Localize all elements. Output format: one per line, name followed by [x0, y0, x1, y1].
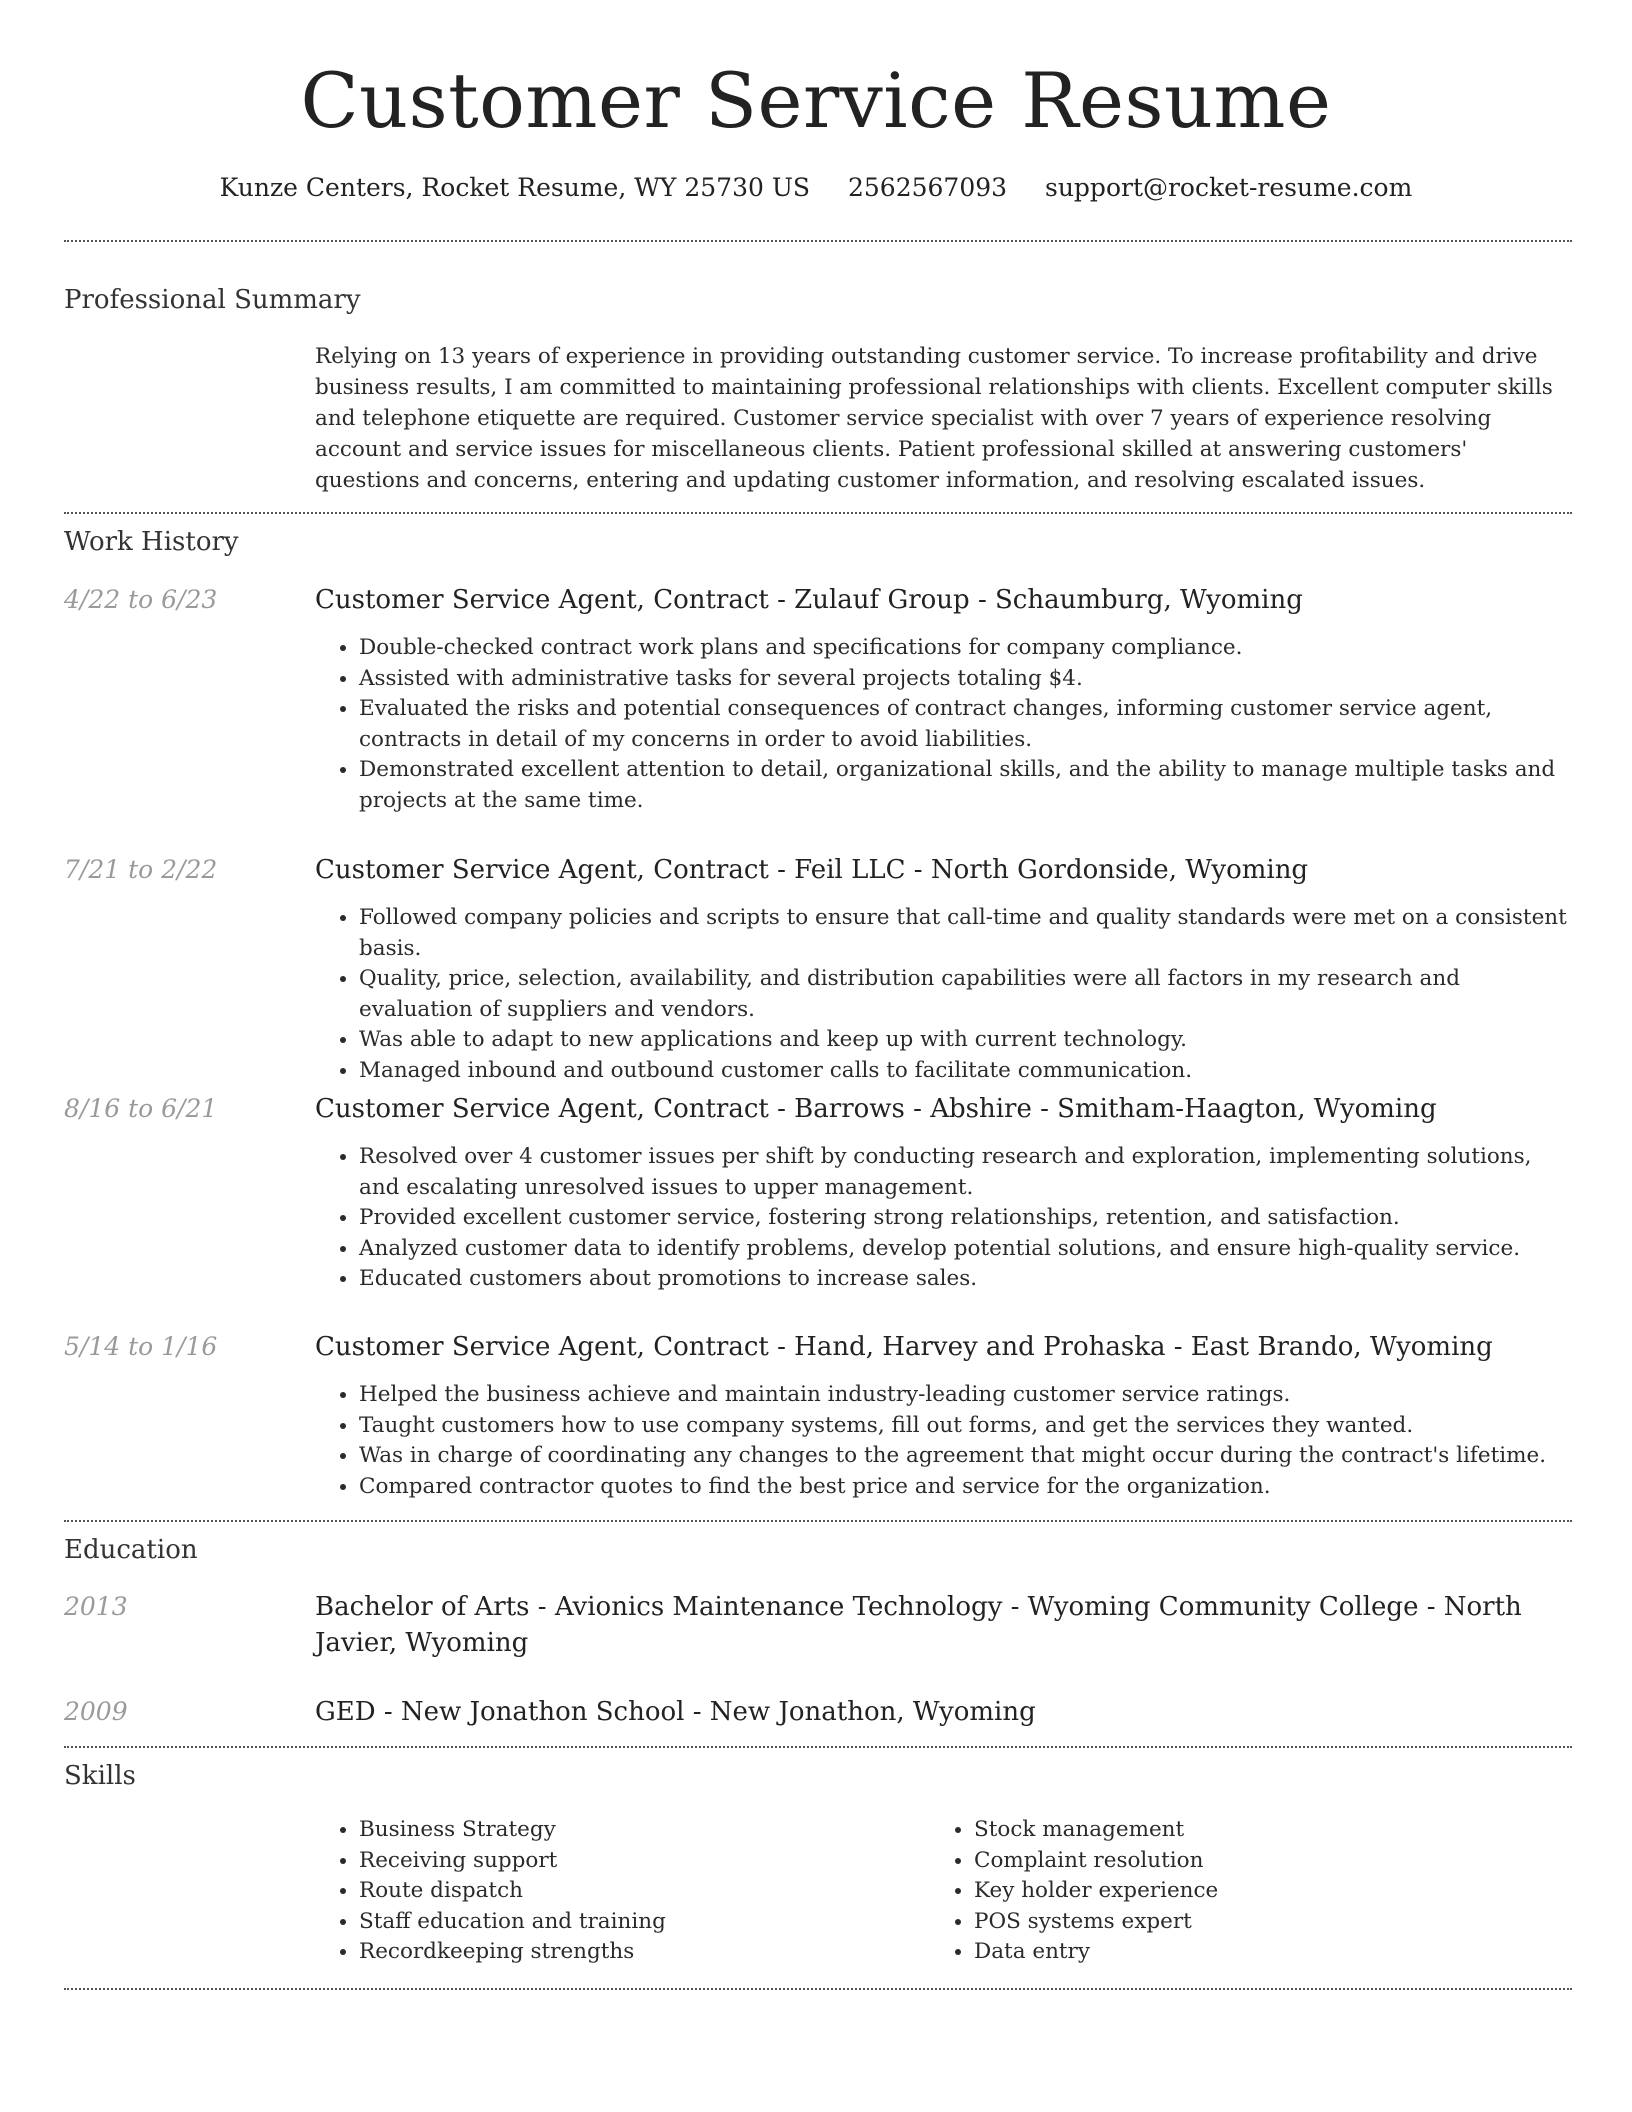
job-bullets [315, 903, 1577, 1086]
job-title: Customer Service Agent, Contract - Feil LLC - North Gordonside, Wyoming [315, 855, 1309, 885]
email: support@rocket-resume.com [1045, 173, 1413, 202]
job-bullets [315, 1142, 1577, 1295]
list-item: • Compared contractor quotes to find the best price and service for the organization. [359, 1472, 1577, 1503]
job-title: Customer Service Agent, Contract - Barrows - Abshire - Smitham-Haagton, Wyoming [315, 1094, 1437, 1124]
list-item: • Quality, price, selection, availability, and distribution capabilities were all factors in my research and evaluation of suppliers and vendors. [359, 964, 1577, 1025]
skill-item: • Stock management [974, 1815, 1574, 1846]
list-item: • Managed inbound and outbound customer calls to facilitate communication. [359, 1056, 1577, 1087]
contact-line [0, 168, 1632, 208]
summary-text: Relying on 13 years of experience in providing outstanding customer service. To increase profitability and drive business results, I am committed to maintaining professional relationships with clients. Excellent computer skills and telephone etiquette are required. Customer service specialist with over 7 years of experience resolving account and service issues for miscellaneous clients. Patient professional skilled at answering customers' questions and concerns, entering and updating customer information, and resolving escalated issues. [315, 344, 1553, 493]
list-item: • Analyzed customer data to identify problems, develop potential solutions, and ensure high-quality service. [359, 1234, 1577, 1265]
skill-item: • Route dispatch [359, 1876, 959, 1907]
skill-item: • Staff education and training [359, 1907, 959, 1938]
divider [64, 1746, 1572, 1748]
job-title: Customer Service Agent, Contract - Hand, Harvey and Prohaska - East Brando, Wyoming [315, 1332, 1493, 1362]
list-item: • Helped the business achieve and maintain industry-leading customer service ratings. [359, 1380, 1577, 1411]
list-item: • Educated customers about promotions to increase sales. [359, 1264, 1577, 1295]
address: Kunze Centers, Rocket Resume, WY 25730 US [219, 173, 811, 202]
job-bullets [315, 1380, 1577, 1502]
section-title-summary: Professional Summary [64, 285, 361, 315]
skill-item: • Complaint resolution [974, 1846, 1574, 1877]
section-title-education: Education [64, 1535, 198, 1565]
resume-title: Customer Service Resume [300, 56, 1332, 145]
list-item: • Provided excellent customer service, fostering strong relationships, retention, and satisfaction. [359, 1203, 1577, 1234]
divider [64, 1520, 1572, 1522]
list-item: • Was in charge of coordinating any changes to the agreement that might occur during the contract's lifetime. [359, 1441, 1577, 1472]
education-entry: GED - New Jonathon School - New Jonathon, Wyoming [315, 1697, 1036, 1727]
list-item: • Assisted with administrative tasks for several projects totaling $4. [359, 664, 1577, 695]
divider [64, 1988, 1572, 1990]
skill-item: • Key holder experience [974, 1876, 1574, 1907]
list-item: • Was able to adapt to new applications and keep up with current technology. [359, 1025, 1577, 1056]
job-date: 8/16 to 6/21 [64, 1094, 218, 1123]
education-date: 2009 [64, 1697, 128, 1726]
list-item: • Double-checked contract work plans and specifications for company compliance. [359, 633, 1577, 664]
section-title-skills: Skills [64, 1761, 136, 1791]
job-date: 4/22 to 6/23 [64, 585, 218, 614]
job-bullets [315, 633, 1577, 816]
skill-item: • Recordkeeping strengths [359, 1937, 959, 1968]
skill-item: • Receiving support [359, 1846, 959, 1877]
job-date: 7/21 to 2/22 [64, 855, 218, 884]
education-entry: Bachelor of Arts - Avionics Maintenance Technology - Wyoming Community College - North Javier, Wyoming [315, 1592, 1522, 1658]
skills-list-right [930, 1815, 1574, 1968]
skills-list-left [315, 1815, 959, 1968]
list-item: • Followed company policies and scripts to ensure that call-time and quality standards were met on a consistent basis. [359, 903, 1577, 964]
phone: 2562567093 [847, 173, 1008, 202]
skill-item: • Business Strategy [359, 1815, 959, 1846]
list-item: • Resolved over 4 customer issues per shift by conducting research and exploration, implementing solutions, and escalating unresolved issues to upper management. [359, 1142, 1577, 1203]
list-item: • Taught customers how to use company systems, fill out forms, and get the services they wanted. [359, 1411, 1577, 1442]
job-title: Customer Service Agent, Contract - Zulauf Group - Schaumburg, Wyoming [315, 585, 1303, 615]
section-title-work-history: Work History [64, 527, 239, 557]
divider [64, 240, 1572, 242]
divider [64, 512, 1572, 514]
education-date: 2013 [64, 1592, 128, 1621]
skill-item: • POS systems expert [974, 1907, 1574, 1938]
list-item: • Evaluated the risks and potential consequences of contract changes, informing customer service agent, contracts in detail of my concerns in order to avoid liabilities. [359, 694, 1577, 755]
list-item: • Demonstrated excellent attention to detail, organizational skills, and the ability to manage multiple tasks and projects at the same time. [359, 755, 1577, 816]
skill-item: • Data entry [974, 1937, 1574, 1968]
job-date: 5/14 to 1/16 [64, 1332, 218, 1361]
